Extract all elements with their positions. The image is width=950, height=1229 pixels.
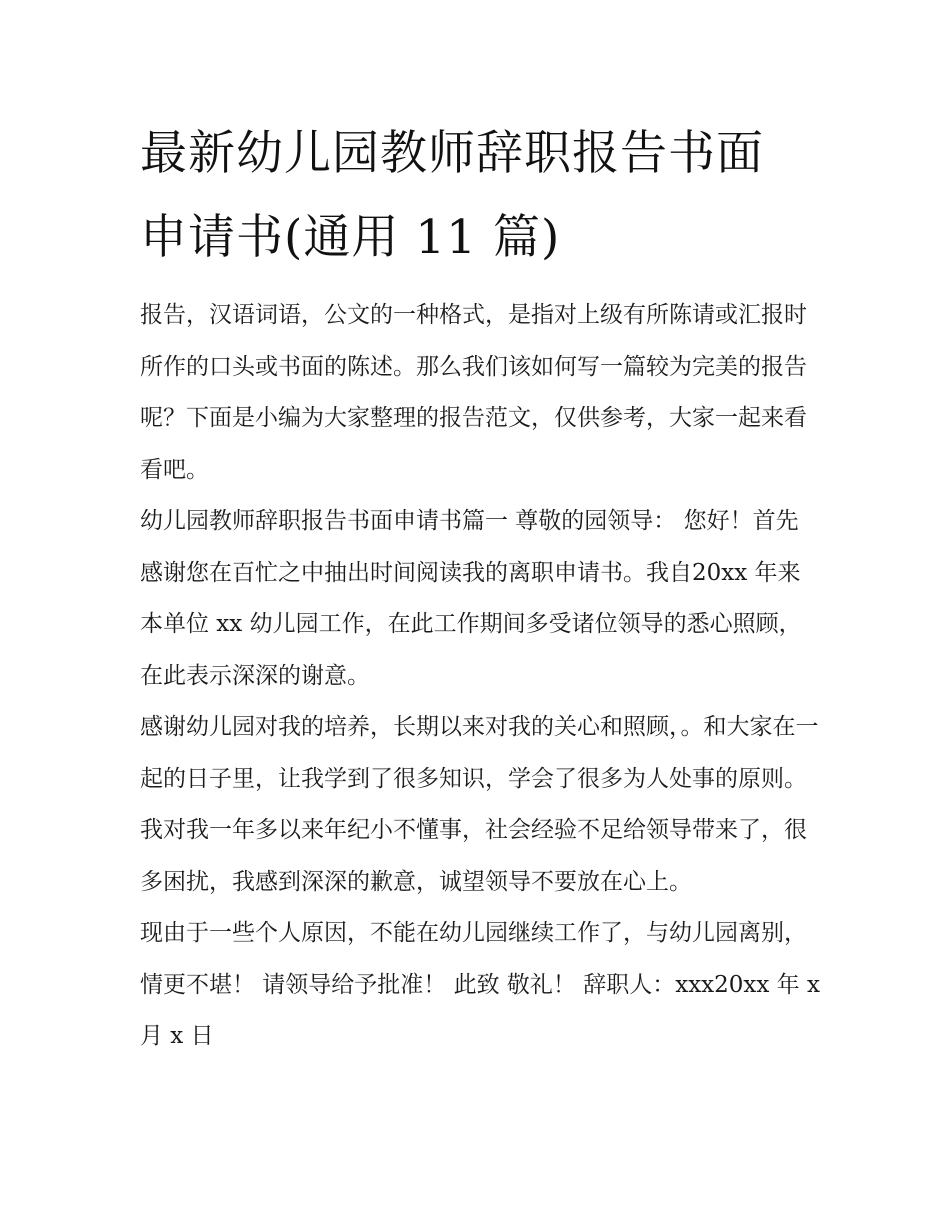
title-line-2: 申请书(通用 11 篇)	[140, 210, 561, 265]
letter-opening-paragraph: 幼儿园教师辞职报告书面申请书篇一 尊敬的园领导： 您好！首先感谢您在百忙之中抽出时间阅读我的离职申请书。我自20xx 年来本单位 xx 幼儿园工作，在此工作期间多受诸位领导的悉心照顾，在此表示深深的谢意。	[140, 508, 802, 689]
gratitude-paragraph: 感谢幼儿园对我的培养，长期以来对我的关心和照顾，。和大家在一起的日子里，让我学到了很多知识，学会了很多为人处事的原则。我对我一年多以来年纪小不懂事，社会经验不足给领导带来了，很多困扰，我感到深深的歉意，诚望领导不要放在心上。	[140, 714, 819, 895]
title-line-1: 最新幼儿园教师辞职报告书面	[140, 126, 764, 181]
document-title	[140, 112, 820, 280]
document-body	[140, 112, 828, 1063]
closing-paragraph: 现由于一些个人原因，不能在幼儿园继续工作了，与幼儿园离别，情更不堪！ 请领导给予批准！ 此致 敬礼！ 辞职人：xxx20xx 年 x 月 x 日	[140, 920, 828, 1049]
intro-paragraph: 报告，汉语词语，公文的一种格式，是指对上级有所陈请或汇报时所作的口头或书面的陈述。那么我们该如何写一篇较为完美的报告呢？下面是小编为大家整理的报告范文，仅供参考，大家一起来看看吧。	[140, 302, 807, 483]
